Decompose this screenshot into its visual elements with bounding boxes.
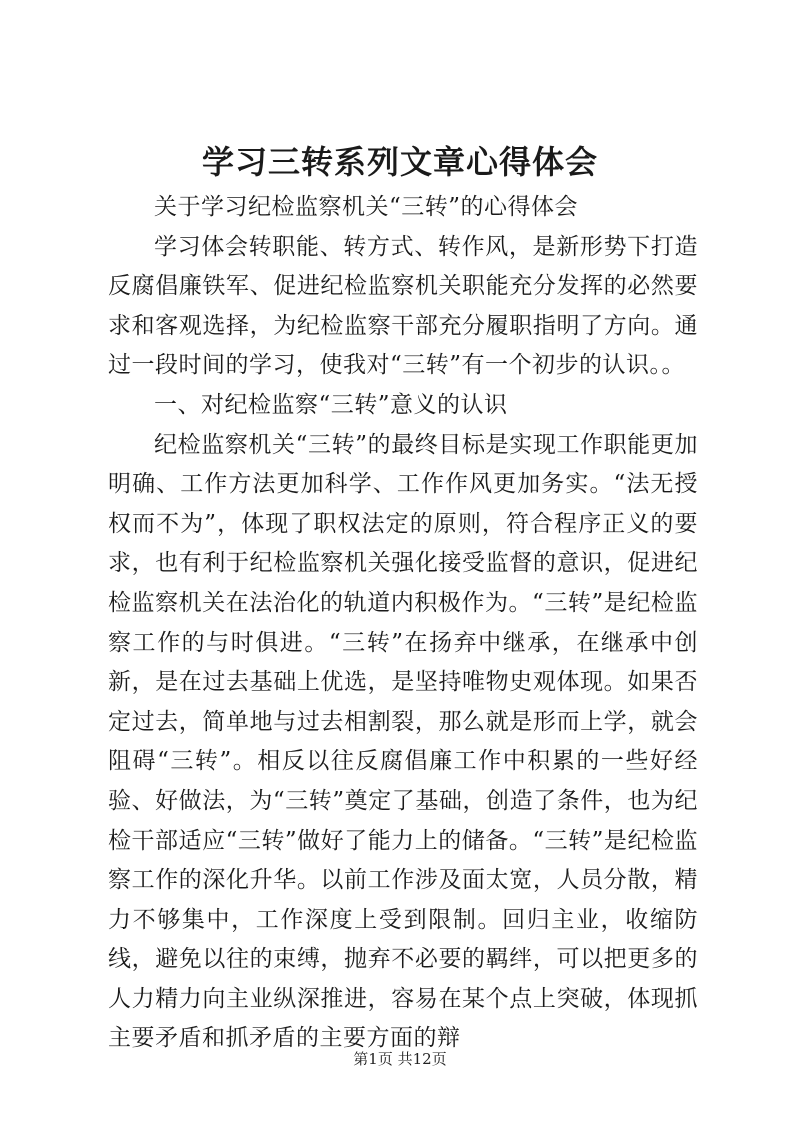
page-number-footer: 第1页 共12页 [353, 1050, 447, 1068]
paragraph-section-body: 纪检监察机关“三转”的最终目标是实现工作职能更加明确、工作方法更加科学、工作作风更加务实。“法无授权而不为”，体现了职权法定的原则，符合程序正义的要求，也有利于纪检监察机关强化接受监督的意识，促进纪检监察机关在法治化的轨道内积极作为。“三转”是纪检监察工作的与时俱进。“三转”在扬弃中继承，在继承中创新，是在过去基础上优选，是坚持唯物史观体现。如果否定过去，简单地与过去相割裂，那么就是形而上学，就会阻碍“三转”。相反以往反腐倡廉工作中积累的一些好经验、好做法，为“三转”奠定了基础，创造了条件，也为纪检干部适应“三转”做好了能力上的储备。“三转”是纪检监察工作的深化升华。以前工作涉及面太宽，人员分散，精力不够集中，工作深度上受到限制。回归主业，收缩防线，避免以往的束缚，抛弃不必要的羁绊，可以把更多的人力精力向主业纵深推进，容易在某个点上突破，体现抓主要矛盾和抓矛盾的主要方面的辩 [108, 431, 698, 1052]
paragraph-intro: 学习体会转职能、转方式、转作风，是新形势下打造反腐倡廉铁军、促进纪检监察机关职能充分发挥的必然要求和客观选择，为纪检监察干部充分履职指明了方向。通过一段时间的学习，使我对“三转”有一个初步的认识。。 [108, 233, 698, 379]
paragraph-subtitle: 关于学习纪检监察机关“三转”的心得体会 [154, 194, 579, 220]
document-title: 学习三转系列文章心得体会 [201, 143, 598, 181]
document-body [108, 188, 698, 1059]
paragraph-section-heading: 一、对纪检监察“三转”意义的认识 [154, 391, 508, 418]
